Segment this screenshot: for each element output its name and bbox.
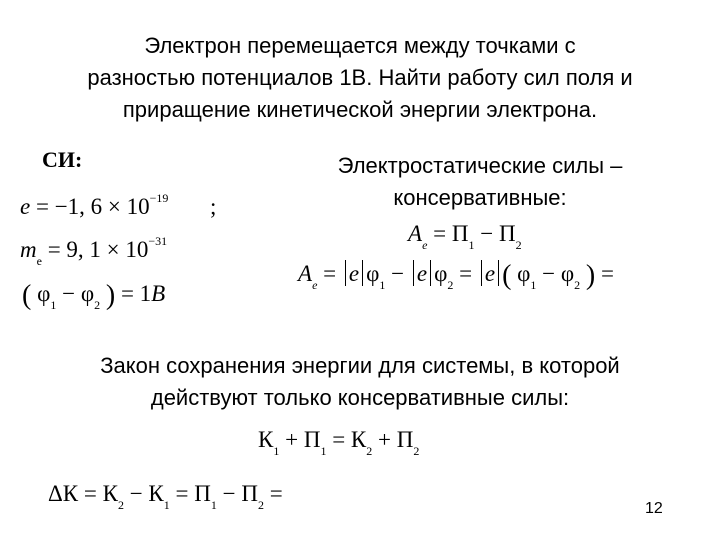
problem-line-2: разностью потенциалов 1В. Найти работу сил поля и	[87, 65, 633, 90]
conservation-law-text	[20, 350, 700, 414]
electron-mass-formula: $m_e = 9$, $1 \times 10^{-31}$	[20, 234, 168, 268]
conservative-line-2: консервативные:	[393, 185, 567, 210]
formula-separator: ;	[210, 194, 217, 219]
electron-charge-formula: e = −1, $6 \times 10^{-19}$	[20, 191, 169, 219]
problem-line-1: Электрон перемещается между точками с	[144, 33, 576, 58]
kinetic-energy-change-formula: $\Delta К = К_2 - К_1 = П_1 - П_2$ =	[48, 481, 283, 512]
si-label: СИ:	[42, 147, 83, 172]
law-line-1: Закон сохранения энергии для системы, в которой	[100, 353, 620, 378]
problem-statement	[20, 30, 700, 126]
work-energy-formula: $A_e = П_1 - П_2$	[408, 221, 522, 252]
work-potential-formula: $A_e = e$ $\varphi_1 - e$ $\varphi_2 = e$ ( $\varphi_1 - \varphi_2$ ) =	[298, 260, 614, 292]
conservative-line-1: Электростатические силы –	[337, 153, 623, 178]
page-number: 12	[645, 500, 663, 517]
energy-conservation-formula: $К_1 + П_1 = К_2 + П_2$	[258, 427, 420, 458]
law-line-2: действуют только консервативные силы:	[150, 385, 570, 410]
problem-line-3: приращение кинетической энергии электрона.	[122, 97, 598, 122]
conservative-forces-note	[300, 150, 660, 214]
potential-difference-formula: ( $\varphi_1 - \varphi_2$ ) = 1В	[22, 280, 166, 312]
